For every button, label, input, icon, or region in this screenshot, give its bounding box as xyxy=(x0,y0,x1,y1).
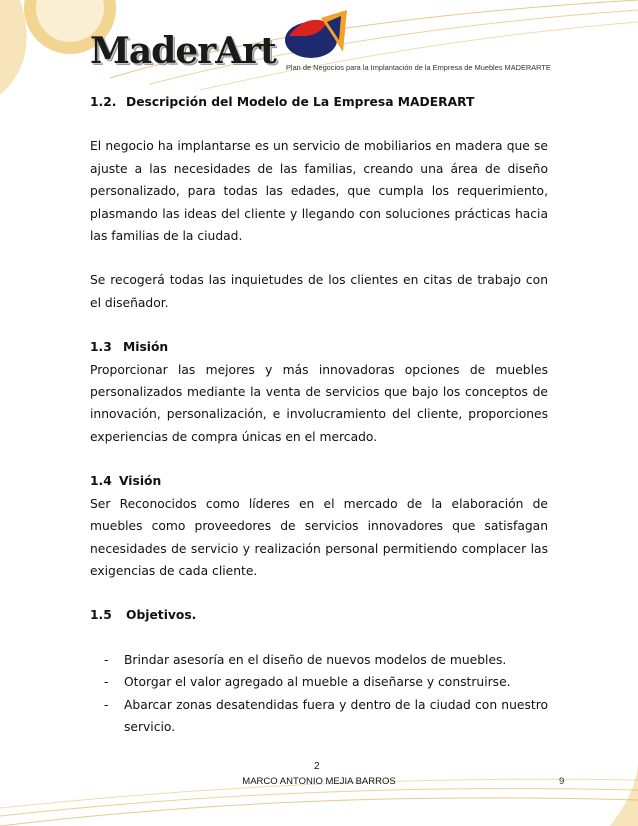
footer-page-number: 9 xyxy=(559,776,565,787)
objectives-list xyxy=(90,649,548,739)
section-number: 1.2. xyxy=(90,95,117,109)
section-heading-1-3 xyxy=(90,336,548,358)
company-emblem-icon xyxy=(281,6,351,62)
list-item-text: Otorgar el valor agregado al mueble a diseñarse y construirse. xyxy=(124,675,511,690)
section-heading-1-4 xyxy=(90,470,548,492)
document-body xyxy=(90,91,548,738)
section-title: Objetivos. xyxy=(126,608,197,623)
section-heading-1-5 xyxy=(90,604,548,626)
section-title: Visión xyxy=(119,474,162,489)
section-title: Misión xyxy=(123,340,169,355)
bullet: - xyxy=(104,697,109,712)
list-item xyxy=(90,694,548,739)
bullet: - xyxy=(104,675,109,690)
list-item xyxy=(90,649,548,671)
section-number: 1.3 xyxy=(90,340,112,355)
list-item-text: Brindar asesoría en el diseño de nuevos modelos de muebles. xyxy=(124,652,507,667)
company-logo-text: MaderArt xyxy=(90,30,276,72)
paragraph: El negocio ha implantarse es un servicio de mobiliarios en madera que se ajuste a las necesidades de las familias, creando una área de diseño personalizado, para todas las edades, que cumpla los requerimiento, plasmando las ideas del cliente y llegando con soluciones prácticas hacia las familias de la ciudad. xyxy=(90,139,548,244)
section-number: 1.4 xyxy=(90,474,112,489)
running-header: Plan de Negocios para la Implantación de la Empresa de Muebles MADERARTE xyxy=(286,63,551,72)
bullet: - xyxy=(104,652,109,667)
list-item-text: Abarcar zonas desatendidas fuera y dentro de la ciudad con nuestro servicio. xyxy=(124,697,548,734)
section-title: Descripción del Modelo de La Empresa MADERART xyxy=(126,95,475,109)
inner-page-number: 2 xyxy=(314,761,320,772)
paragraph: Ser Reconocidos como líderes en el mercado de la elaboración de muebles como proveedores de servicios innovadores que satisfagan necesidades de servicio y realización personal permitiendo complacer las exigencias de cada cliente. xyxy=(90,496,548,578)
paragraph: Se recogerá todas las inquietudes de los clientes en citas de trabajo con el diseñador. xyxy=(90,273,548,310)
list-item xyxy=(90,671,548,693)
section-heading-1-2 xyxy=(90,91,548,113)
footer-author: MARCO ANTONIO MEJIA BARROS xyxy=(242,776,396,787)
section-number: 1.5 xyxy=(90,608,112,623)
paragraph: Proporcionar las mejores y más innovadoras opciones de muebles personalizados mediante la venta de servicios que bajo los conceptos de innovación, personalización, e involucramiento del cliente, proporciones experiencias de compra únicas en el mercado. xyxy=(90,362,548,444)
